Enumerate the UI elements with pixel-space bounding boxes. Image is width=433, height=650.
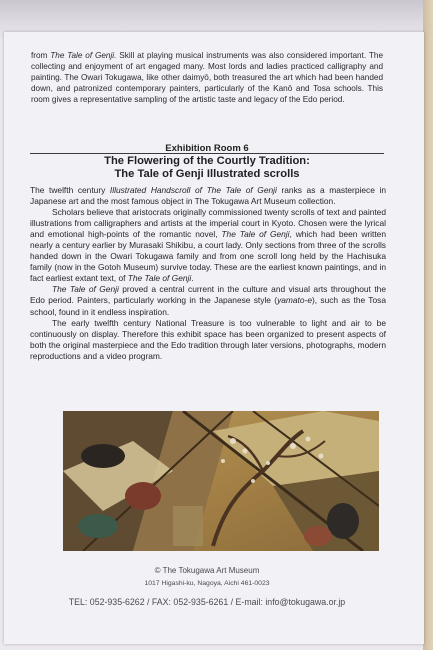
section-title-line2: The Tale of Genji Illustrated scrolls (114, 168, 300, 180)
footer-copyright: © The Tokugawa Art Museum (154, 566, 260, 575)
body-paragraph-4: The early twelfth century National Treasure is too vulnerable to light and air to be continuously on display. Therefore this exhibit space has been organized to present aspects of both the original masterpiece and the Edo tradition through later versions, photographs, modern reproductions and a video program. (30, 317, 386, 361)
scroll-painting-image (63, 411, 379, 551)
intro-paragraph: from The Tale of Genji. Skill at playing musical instruments was also considered important. The collecting and enjoyment of art engaged many. Most lords and ladies practiced calligraphy and painting. The Owari Tokugawa, like other daimyō, both treasured the art which had been handed down, and patronized contemporary painters, particularly of the Kanō and Tosa schools. This room gives a representative sampling of the artistic taste and legacy of the Edo period. (31, 51, 383, 104)
body-paragraph-3: The Tale of Genji proved a central current in the culture and visual arts throughout the Edo period. Painters, particularly working in the Japanese style (yamato-e), such as the Tosa school, found in it endless inspiration. (30, 284, 386, 317)
intro-title-italic: The Tale of Genji. (50, 51, 117, 60)
body-paragraph-2: Scholars believe that aristocrats originally commissioned twenty scrolls of text and painted illustrations from calligraphers and artists at the imperial court in Kyoto. Chosen were the lyrical and emotional high-points of the romantic novel, The Tale of Genji, which had been written nearly a century earlier by Murasaki Shikibu, a court lady. Only sections from three of the scrolls handed down in the Owari Tokugawa family and from one scroll long held by the Hachisuka family (now in the Gotoh Museum) survive today. These are the earliest known paintings, and in fact earliest extant text, of The Tale of Genji. (30, 207, 386, 284)
section-label: Exhibition Room 6 (165, 143, 249, 154)
body-text (30, 185, 386, 362)
footer-contact: TEL: 052-935-6262 / FAX: 052-935-6261 / E-mail: info@tokugawa.or.jp (68, 597, 346, 607)
genji-scroll-illustration (63, 411, 379, 551)
section-title-line1: The Flowering of the Courtly Tradition: (104, 155, 310, 167)
footer-address: 1017 Higashi-ku, Nagoya, Aichi 461-0023 (144, 580, 270, 587)
background-table-edge (423, 0, 433, 650)
body-paragraph-1: The twelfth century Illustrated Handscroll of The Tale of Genji ranks as a masterpiece in Japanese art and the most famous object in The Tokugawa Art Museum collection. (30, 185, 386, 207)
